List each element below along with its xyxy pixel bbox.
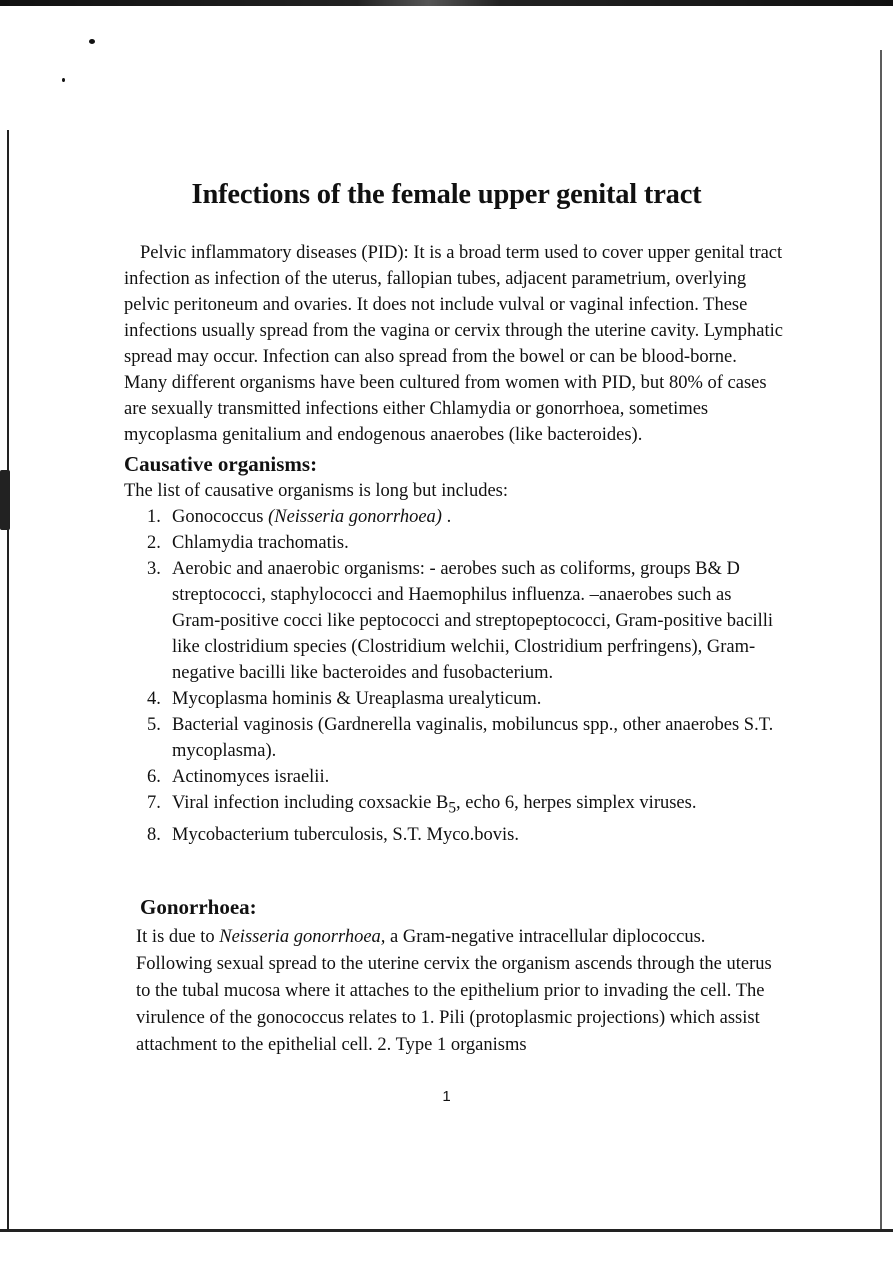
- list-item: [124, 790, 784, 822]
- list-number: 3.: [147, 559, 161, 579]
- list-text: Chlamydia trachomatis.: [172, 533, 349, 553]
- list-text: Mycoplasma hominis & Ureaplasma urealyticum.: [172, 689, 542, 709]
- list-number: 5.: [147, 715, 161, 735]
- list-item: [124, 822, 784, 848]
- scan-speck: [62, 78, 65, 82]
- list-text: , echo 6, herpes simplex viruses.: [456, 793, 697, 813]
- organism-list: [124, 504, 784, 848]
- scan-edge-bottom: [0, 1229, 893, 1232]
- section-heading-causative: Causative organisms:: [124, 452, 318, 476]
- scan-speck: [89, 39, 95, 44]
- section-heading-gonorrhoea: Gonorrhoea:: [140, 895, 257, 919]
- scan-edge-right: [880, 50, 882, 1230]
- causative-lead: The list of causative organisms is long but includes:: [124, 481, 508, 501]
- list-text: Gonococcus: [172, 507, 269, 527]
- list-item: [124, 712, 784, 764]
- gonorrhoea-paragraph: [136, 924, 776, 1059]
- list-text: Aerobic and anaerobic organisms: - aerobes such as coliforms, groups B& D streptococci, staphylococci and Haemophilus influenza. –anaerobes such as Gram-positive cocci like peptococci and streptopeptococci, Gram-positive bacilli like clostridium species (Clostridium welchii, Clostridium perfringens), Gram-negative bacilli like bacteroides and fusobacterium.: [172, 559, 774, 683]
- gonorrhoea-lead: It is due to: [136, 927, 220, 947]
- list-number: 8.: [147, 824, 161, 845]
- list-item: [124, 504, 784, 530]
- list-item: [124, 764, 784, 790]
- gonorrhoea-organism: Neisseria gonorrhoea,: [219, 927, 386, 947]
- list-number: 7.: [147, 793, 161, 813]
- gonorrhoea-section: [136, 893, 776, 1059]
- list-text: .: [441, 507, 452, 527]
- intro-paragraph: Pelvic inflammatory diseases (PID): It is a broad term used to cover upper genital tract infection as infection of the uterus, fallopian tubes, adjacent parametrium, overlying pelvic peritoneum and ovaries. It does not include vulval or vaginal infection. These infections usually spread from the vagina or cervix through the uterine cavity. Lymphatic spread may occur. Infection can also spread from the bowel or can be blood-borne.: [124, 243, 783, 367]
- list-text-italic: (Neisseria gonorrhoea): [268, 507, 442, 527]
- list-text: Bacterial vaginosis (Gardnerella vaginalis, mobiluncus spp., other anaerobes S.T. mycoplasma).: [172, 715, 774, 761]
- page-number: 1: [442, 1088, 451, 1105]
- document-body: [124, 240, 784, 848]
- scan-edge-top: [0, 0, 893, 6]
- list-item: [124, 530, 784, 556]
- list-text: Viral infection including coxsackie B: [172, 793, 449, 813]
- list-number: 4.: [147, 689, 161, 709]
- list-item: [124, 556, 784, 686]
- list-number: 1.: [147, 507, 161, 527]
- gonorrhoea-body: a Gram-negative intracellular diplococcus. Following sexual spread to the uterine cervix the organism ascends through the uterus to the tubal mucosa where it attaches to the epithelium prior to invading the cell. The virulence of the gonococcus relates to 1. Pili (protoplasmic projections) which assist attachment to the epithelial cell. 2. Type 1 organisms: [136, 927, 772, 1055]
- list-subscript: 5: [448, 799, 457, 817]
- list-number: 2.: [147, 533, 161, 553]
- page-title: Infections of the female upper genital tract: [191, 179, 702, 211]
- list-item: [124, 686, 784, 712]
- list-number: 6.: [147, 767, 161, 787]
- scan-binding-mark: [0, 470, 10, 530]
- intro-paragraph: Many different organisms have been cultured from women with PID, but 80% of cases are sexually transmitted infections either Chlamydia or gonorrhoea, sometimes mycoplasma genitalium and endogenous anaerobes (like bacteroides).: [124, 373, 767, 445]
- list-text: Actinomyces israelii.: [172, 767, 330, 787]
- list-text: Mycobacterium tuberculosis, S.T. Myco.bovis.: [172, 824, 519, 845]
- scan-edge-left: [7, 130, 9, 1230]
